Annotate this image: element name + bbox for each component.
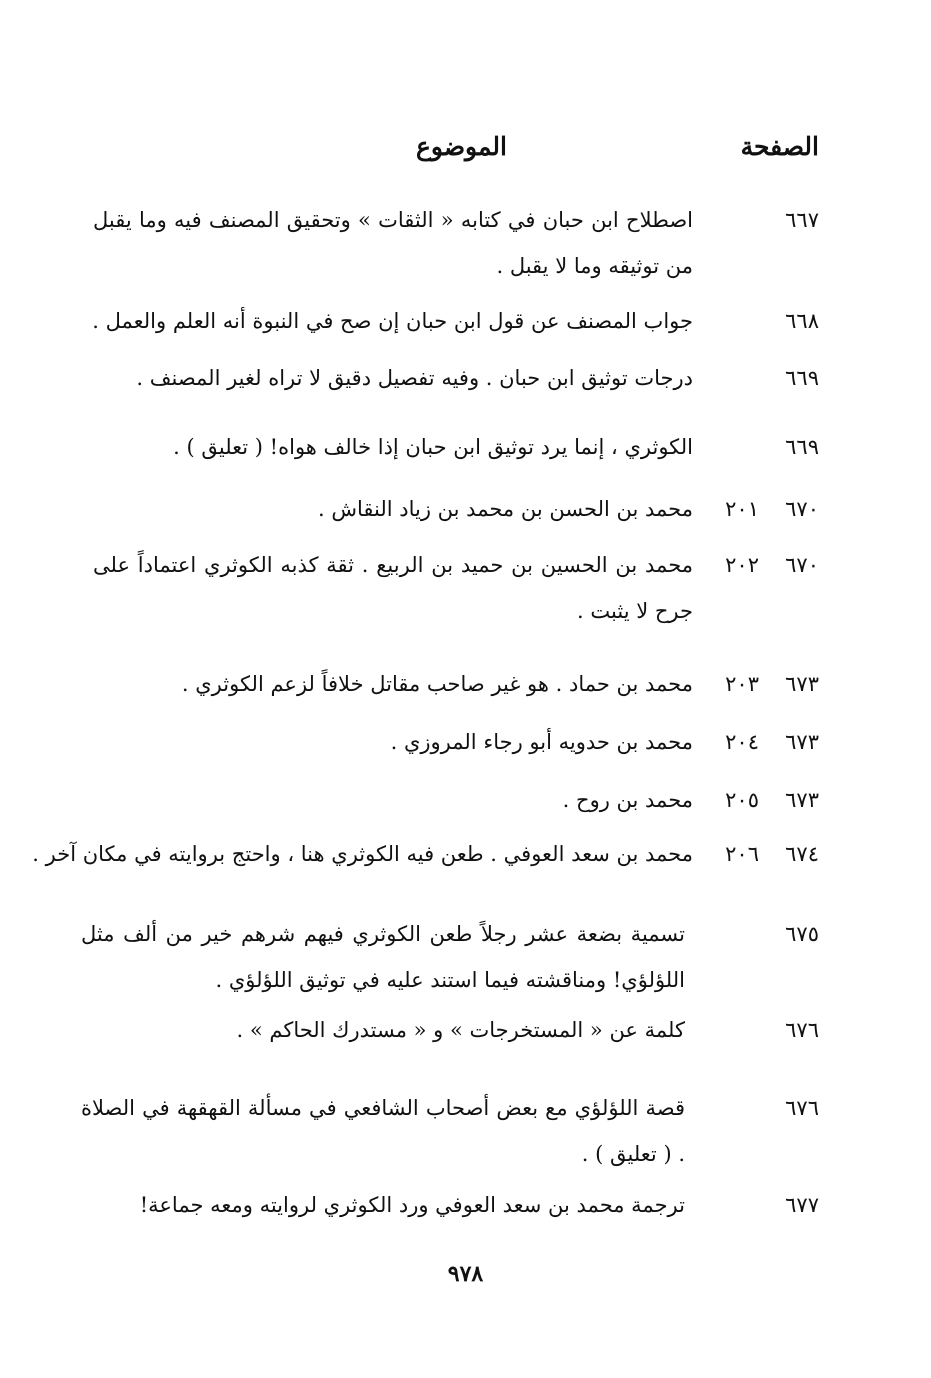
index-entry: [0, 486, 931, 532]
entry-biography-number: ٢٠٢: [725, 553, 759, 577]
index-entry: [0, 777, 931, 823]
entry-page-number: ٦٧٥: [785, 922, 819, 946]
index-entry: [0, 298, 931, 344]
entry-text: محمد بن الحسن بن محمد بن زياد النقاش .: [318, 497, 693, 521]
entry-biography-number: ٢٠٤: [725, 730, 759, 754]
entry-text: اصطلاح ابن حبان في كتابه « الثقات » وتحقيق المصنف فيه وما يقبل من توثيقه وما لا يقبل .: [93, 208, 693, 278]
index-entry: [0, 831, 931, 877]
entry-text: الكوثري ، إنما يرد توثيق ابن حبان إذا خالف هواه! ( تعليق ) .: [173, 435, 693, 459]
entry-text: جواب المصنف عن قول ابن حبان إن صح في النبوة أنه العلم والعمل .: [92, 309, 693, 333]
entry-biography-number: ٢٠٥: [725, 788, 759, 812]
entry-text: درجات توثيق ابن حبان . وفيه تفصيل دقيق لا تراه لغير المصنف .: [136, 366, 693, 390]
entry-biography-number: ٢٠١: [725, 497, 759, 521]
entry-text: كلمة عن « المستخرجات » و « مستدرك الحاكم » .: [236, 1018, 685, 1042]
entry-text: محمد بن روح .: [562, 788, 693, 812]
entry-biography-number: ٢٠٣: [725, 672, 759, 696]
entry-page-number: ٦٧٣: [785, 788, 819, 812]
topic-column-header: الموضوع: [416, 132, 507, 161]
index-entry: [0, 424, 931, 470]
entry-page-number: ٦٧٣: [785, 672, 819, 696]
index-entry: [0, 661, 931, 707]
entry-page-number: ٦٧٤: [785, 842, 819, 866]
entry-page-number: ٦٧٣: [785, 730, 819, 754]
entry-page-number: ٦٧٦: [785, 1018, 819, 1042]
index-entry: [0, 355, 931, 401]
entry-page-number: ٦٦٩: [785, 435, 819, 459]
entry-biography-number: ٢٠٦: [725, 842, 759, 866]
index-entry: [0, 1007, 931, 1053]
page-column-header: الصفحة: [740, 132, 819, 161]
entry-text: محمد بن حدويه أبو رجاء المروزي .: [390, 730, 693, 754]
entry-text: محمد بن الحسين بن حميد بن الربيع . ثقة كذبه الكوثري اعتماداً على جرح لا يثبت .: [93, 553, 693, 623]
entry-text: ترجمة محمد بن سعد العوفي ورد الكوثري لروايته ومعه جماعة!: [139, 1193, 685, 1217]
entry-page-number: ٦٦٧: [785, 208, 819, 232]
entry-page-number: ٦٧٠: [785, 497, 819, 521]
entry-page-number: ٦٧٦: [785, 1096, 819, 1120]
entry-page-number: ٦٧٠: [785, 553, 819, 577]
entry-page-number: ٦٧٧: [785, 1193, 819, 1217]
entry-text: محمد بن سعد العوفي . طعن فيه الكوثري هنا ، واحتج بروايته في مكان آخر .: [32, 842, 693, 866]
index-entry: [0, 197, 931, 289]
index-entry: [0, 1182, 931, 1228]
entry-text: قصة اللؤلؤي مع بعض أصحاب الشافعي في مسألة القهقهة في الصلاة . ( تعليق ) .: [81, 1096, 685, 1166]
index-entry: [0, 542, 931, 634]
index-entry: [0, 1085, 931, 1177]
footer-page-number: ٩٧٨: [447, 1261, 484, 1287]
entry-page-number: ٦٦٨: [785, 309, 819, 333]
entry-text: تسمية بضعة عشر رجلاً طعن الكوثري فيهم شرهم خير من ألف مثل اللؤلؤي! ومناقشته فيما استند عليه في توثيق اللؤلؤي .: [81, 922, 685, 992]
entry-text: محمد بن حماد . هو غير صاحب مقاتل خلافاً لزعم الكوثري .: [181, 672, 693, 696]
entry-page-number: ٦٦٩: [785, 366, 819, 390]
index-entry: [0, 911, 931, 1003]
index-entry: [0, 719, 931, 765]
